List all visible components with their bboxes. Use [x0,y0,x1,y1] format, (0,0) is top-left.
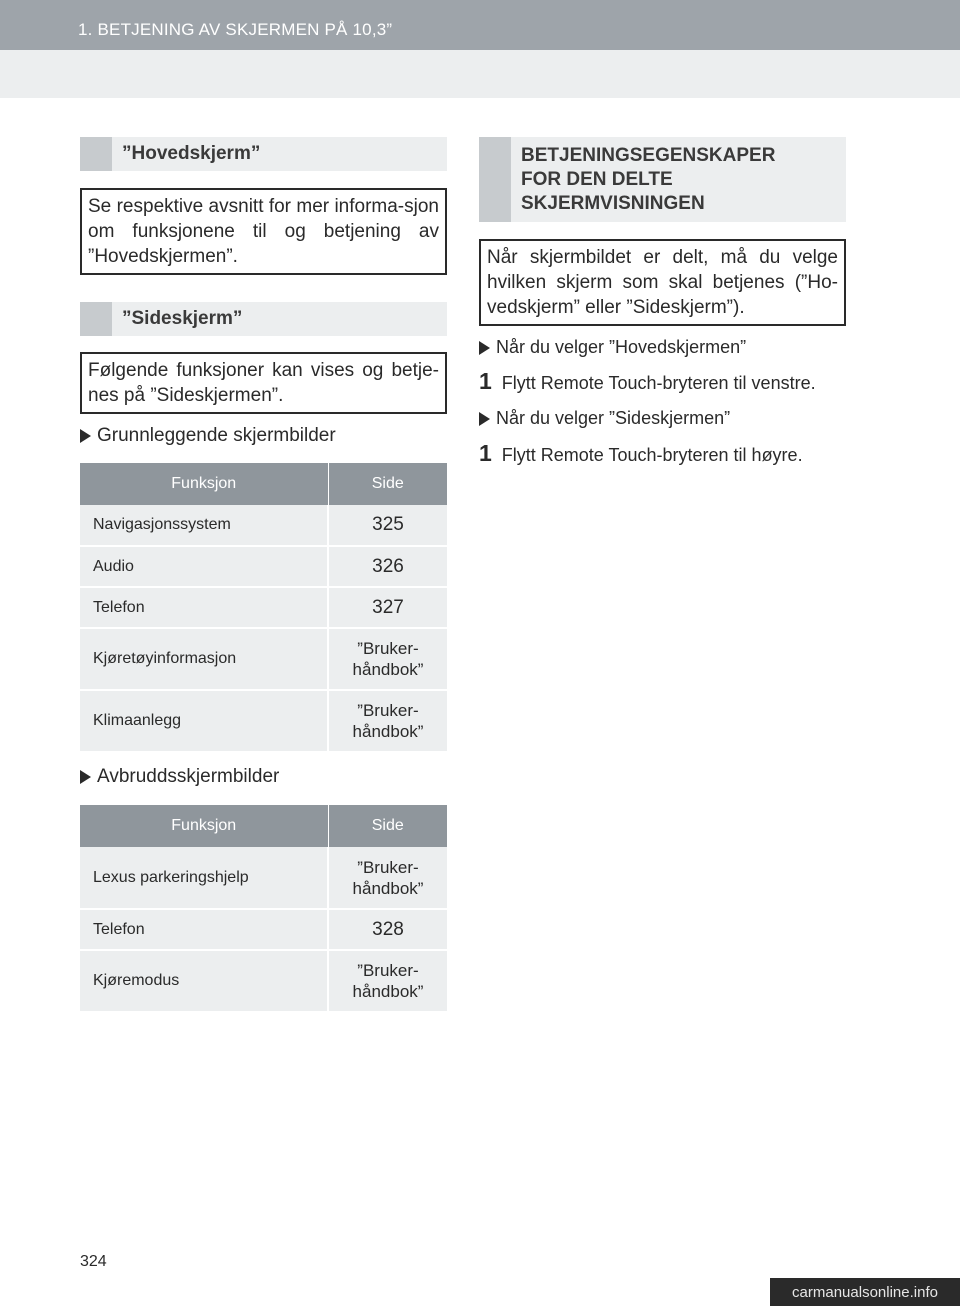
table-header-row [80,805,447,847]
watermark: carmanualsonline.info [770,1278,960,1306]
function-cell: Kjøremodus [80,950,328,1012]
heading-text [511,137,775,222]
table-row [80,690,447,752]
page-ref-line: håndbok” [352,982,424,1001]
bullet-text: Når du velger ”Sideskjermen” [496,408,731,428]
heading-line: SKJERMVISNINGEN [521,192,705,214]
step-move-right [479,440,803,467]
page-ref-line: ”Bruker- [357,961,419,980]
bullet-select-main [479,337,746,358]
function-cell: Telefon [80,587,328,628]
hovedskjerm-heading [80,137,447,171]
function-cell: Lexus parkeringshjelp [80,847,328,909]
step-number: 1 [479,440,492,466]
page-cell [328,847,447,909]
step-number: 1 [479,368,492,394]
page-ref-line: ”Bruker- [357,701,419,720]
page-cell: 326 [328,546,447,587]
table-row [80,546,447,587]
page-cell [328,690,447,752]
bullet-text: Avbruddsskjermbilder [97,766,280,787]
note-text: Følgende funksjoner kan vises og betje-nes på ”Sideskjermen”. [88,360,439,406]
page-ref-line: håndbok” [352,878,424,898]
sideskjerm-note [80,352,447,414]
heading-accent [479,137,511,222]
heading-line: BETJENINGSEGENSKAPER [521,144,776,166]
table-row [80,587,447,628]
page-cell: 328 [328,909,447,950]
heading-text: ”Hovedskjerm” [122,143,261,164]
sideskjerm-heading [80,302,447,336]
bullet-basic-screens [80,425,336,447]
split-screen-heading [479,137,846,222]
page-number: 324 [80,1253,107,1270]
function-cell: Telefon [80,909,328,950]
section-title: 1. BETJENING AV SKJERMEN PÅ 10,3” [78,20,393,39]
triangle-bullet-icon [479,412,490,426]
function-cell: Kjøretøyinformasjon [80,628,328,690]
triangle-bullet-icon [80,429,91,443]
table-header-row [80,463,447,505]
function-cell: Navigasjonssystem [80,505,328,546]
table-row [80,909,447,950]
page-ref-line: håndbok” [352,722,424,741]
heading-accent [80,302,112,336]
step-text: Flytt Remote Touch-bryteren til venstre. [501,373,816,393]
note-text: Se respektive avsnitt for mer informa-sjon om funksjonene til og betjening av ”Hovedskjermen”. [88,196,439,267]
table-row [80,950,447,1012]
triangle-bullet-icon [479,341,490,355]
heading-text: ”Sideskjerm” [122,308,243,329]
step-text: Flytt Remote Touch-bryteren til høyre. [501,445,803,465]
column-header-page: Side [328,805,447,847]
triangle-bullet-icon [80,770,91,784]
page-cell: 325 [328,505,447,546]
bullet-interrupt-screens [80,766,279,788]
bullet-text: Når du velger ”Hovedskjermen” [496,337,747,357]
column-header-page: Side [328,463,447,505]
hovedskjerm-note [80,188,447,275]
page-ref-line: ”Bruker- [357,639,419,658]
bullet-text: Grunnleggende skjermbilder [97,425,336,446]
header-shade [0,50,960,98]
page-cell [328,628,447,690]
bullet-select-side [479,408,730,429]
split-screen-note [479,239,846,326]
page-ref-line: ”Bruker- [357,857,419,877]
column-header-function: Funksjon [80,463,328,505]
column-header-function: Funksjon [80,805,328,847]
heading-accent [80,137,112,171]
note-text: Når skjermbildet er delt, må du velge hvilken skjerm som skal betjenes (”Ho-vedskjerm” eller ”Sideskjerm”). [487,247,838,318]
table-row [80,847,447,909]
basic-screens-table [80,463,447,753]
function-cell: Klimaanlegg [80,690,328,752]
heading-line: FOR DEN DELTE [521,168,673,190]
page-cell: 327 [328,587,447,628]
page-cell [328,950,447,1012]
table-row [80,628,447,690]
table-row [80,505,447,546]
interrupt-screens-table [80,805,447,1013]
function-cell: Audio [80,546,328,587]
step-move-left [479,368,816,395]
page-ref-line: håndbok” [352,660,424,679]
